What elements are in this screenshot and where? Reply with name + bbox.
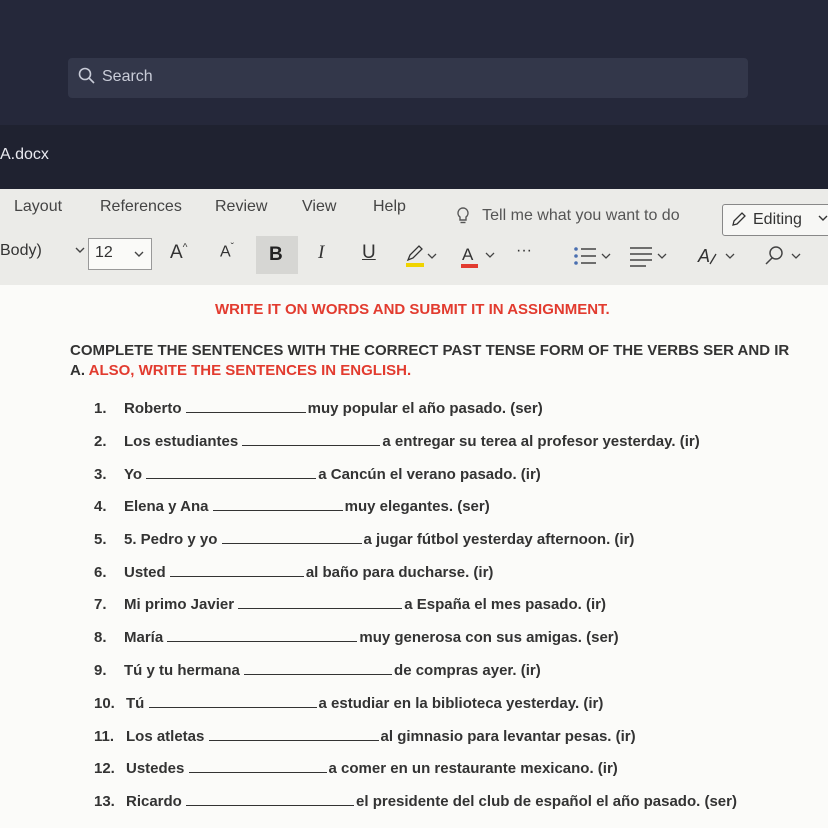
exercise-subject: Tú y tu hermana <box>124 662 245 679</box>
font-size-box[interactable] <box>88 238 152 270</box>
exercise-rest: a Cancún el verano pasado. (ir) <box>318 466 541 483</box>
document-title: A.docx <box>0 146 49 163</box>
search-label: Search <box>102 68 153 85</box>
exercise-item <box>94 695 603 712</box>
shrink-font-icon[interactable]: $A^ˇ$ <box>220 242 235 261</box>
tell-me-label: Tell me what you want to do <box>482 207 680 225</box>
exercise-subject: Mi primo Javier <box>124 596 239 613</box>
editing-label: Editing <box>753 211 802 228</box>
exercise-number: 11. <box>94 728 115 745</box>
font-name-box[interactable]: Body) <box>0 242 42 259</box>
svg-text:A: A <box>462 245 474 264</box>
exercise-item <box>94 531 634 548</box>
search-icon <box>78 67 96 85</box>
tab-references[interactable]: References <box>100 198 182 215</box>
exercise-number: 10. <box>94 695 115 712</box>
exercise-subject: Ricardo <box>126 793 187 810</box>
exercise-item <box>94 596 606 613</box>
exercise-number: 13. <box>94 793 115 810</box>
tab-help[interactable]: Help <box>373 198 406 215</box>
highlight-icon[interactable] <box>404 244 438 268</box>
exercise-subject: Yo <box>124 466 147 483</box>
chevron-down-icon <box>817 211 828 225</box>
exercise-item <box>94 466 541 483</box>
exercise-rest: muy popular el año pasado. (ser) <box>307 400 543 417</box>
italic-button[interactable]: I <box>318 242 325 263</box>
exercise-item <box>94 433 700 450</box>
answer-blank[interactable] <box>167 629 357 642</box>
font-color-icon[interactable] <box>460 244 500 270</box>
exercise-item <box>94 760 618 777</box>
exercise-subject: María <box>124 629 168 646</box>
exercise-item <box>94 629 619 646</box>
exercise-rest: a entregar su terea al profesor yesterday. (ir) <box>382 433 700 450</box>
chevron-down-icon <box>133 248 145 260</box>
exercise-item <box>94 728 636 745</box>
exercise-subject: Tú <box>126 695 149 712</box>
exercise-subject: Los atletas <box>126 728 209 745</box>
assignment-heading: WRITE IT ON WORDS AND SUBMIT IT IN ASSIGNMENT. <box>215 301 610 318</box>
svg-text:A: A <box>698 246 711 266</box>
exercise-number: 7. <box>94 596 107 613</box>
instruction-line-1: COMPLETE THE SENTENCES WITH THE CORRECT PAST TENSE FORM OF THE VERBS SER AND IR <box>70 342 790 359</box>
answer-blank[interactable] <box>170 564 304 577</box>
font-name-dropdown-icon[interactable] <box>74 244 86 256</box>
lightbulb-icon <box>456 207 470 225</box>
pencil-icon <box>731 211 747 227</box>
exercise-item <box>94 793 737 810</box>
tab-review[interactable]: Review <box>215 198 268 215</box>
answer-blank[interactable] <box>222 531 362 544</box>
editing-mode-button[interactable] <box>722 204 828 236</box>
instruction-prefix: A. <box>70 362 85 379</box>
answer-blank[interactable] <box>213 498 343 511</box>
exercise-number: 8. <box>94 629 107 646</box>
find-icon[interactable] <box>762 244 806 268</box>
exercise-number: 9. <box>94 662 107 679</box>
exercise-item <box>94 662 541 679</box>
exercise-number: 3. <box>94 466 107 483</box>
exercise-subject: Ustedes <box>126 760 189 777</box>
exercise-number: 5. <box>94 531 107 548</box>
exercise-rest: de compras ayer. (ir) <box>394 662 541 679</box>
answer-blank[interactable] <box>244 662 392 675</box>
instruction-red-text: ALSO, WRITE THE SENTENCES IN ENGLISH. <box>88 362 412 379</box>
answer-blank[interactable] <box>238 596 402 609</box>
answer-blank[interactable] <box>189 760 327 773</box>
answer-blank[interactable] <box>186 793 354 806</box>
exercise-rest: a España el mes pasado. (ir) <box>404 596 606 613</box>
exercise-number: 12. <box>94 760 115 777</box>
font-size-value: 12 <box>95 244 113 261</box>
exercise-rest: al baño para ducharse. (ir) <box>305 564 494 581</box>
answer-blank[interactable] <box>186 400 306 413</box>
exercise-number: 2. <box>94 433 107 450</box>
align-icon[interactable] <box>628 244 674 268</box>
bullets-icon[interactable] <box>572 244 616 268</box>
exercise-rest: muy generosa con sus amigas. (ser) <box>359 629 619 646</box>
exercise-item <box>94 498 490 515</box>
answer-blank[interactable] <box>242 433 380 446</box>
exercise-rest: a estudiar en la biblioteca yesterday. (ir) <box>318 695 604 712</box>
tell-me-box[interactable] <box>456 207 680 225</box>
exercise-subject: Elena y Ana <box>124 498 213 515</box>
title-bar <box>0 125 828 189</box>
exercise-rest: al gimnasio para levantar pesas. (ir) <box>380 728 636 745</box>
exercise-item <box>94 564 493 581</box>
styles-icon[interactable] <box>696 244 742 270</box>
tab-layout[interactable]: Layout <box>14 198 63 215</box>
instruction-line-2 <box>70 362 411 379</box>
exercise-rest: muy elegantes. (ser) <box>344 498 490 515</box>
exercise-number: 6. <box>94 564 107 581</box>
answer-blank[interactable] <box>146 466 316 479</box>
exercise-rest: el presidente del club de español el año pasado. (ser) <box>356 793 737 810</box>
exercise-number: 1. <box>94 400 107 417</box>
exercise-rest: a jugar fútbol yesterday afternoon. (ir) <box>363 531 635 548</box>
exercise-item <box>94 400 543 417</box>
answer-blank[interactable] <box>209 728 379 741</box>
more-options-icon[interactable]: ··· <box>516 242 532 259</box>
tab-view[interactable]: View <box>302 198 337 215</box>
grow-font-icon[interactable]: A^ <box>170 242 188 263</box>
underline-button[interactable]: U <box>362 242 376 263</box>
search-box[interactable] <box>68 58 748 98</box>
exercise-rest: a comer en un restaurante mexicano. (ir) <box>328 760 618 777</box>
bold-button[interactable] <box>256 236 298 274</box>
exercise-subject: 5. Pedro y yo <box>124 531 222 548</box>
exercise-subject: Roberto <box>124 400 186 417</box>
bold-label: B <box>269 244 283 265</box>
answer-blank[interactable] <box>149 695 317 708</box>
exercise-subject: Usted <box>124 564 170 581</box>
exercise-number: 4. <box>94 498 107 515</box>
exercise-subject: Los estudiantes <box>124 433 243 450</box>
